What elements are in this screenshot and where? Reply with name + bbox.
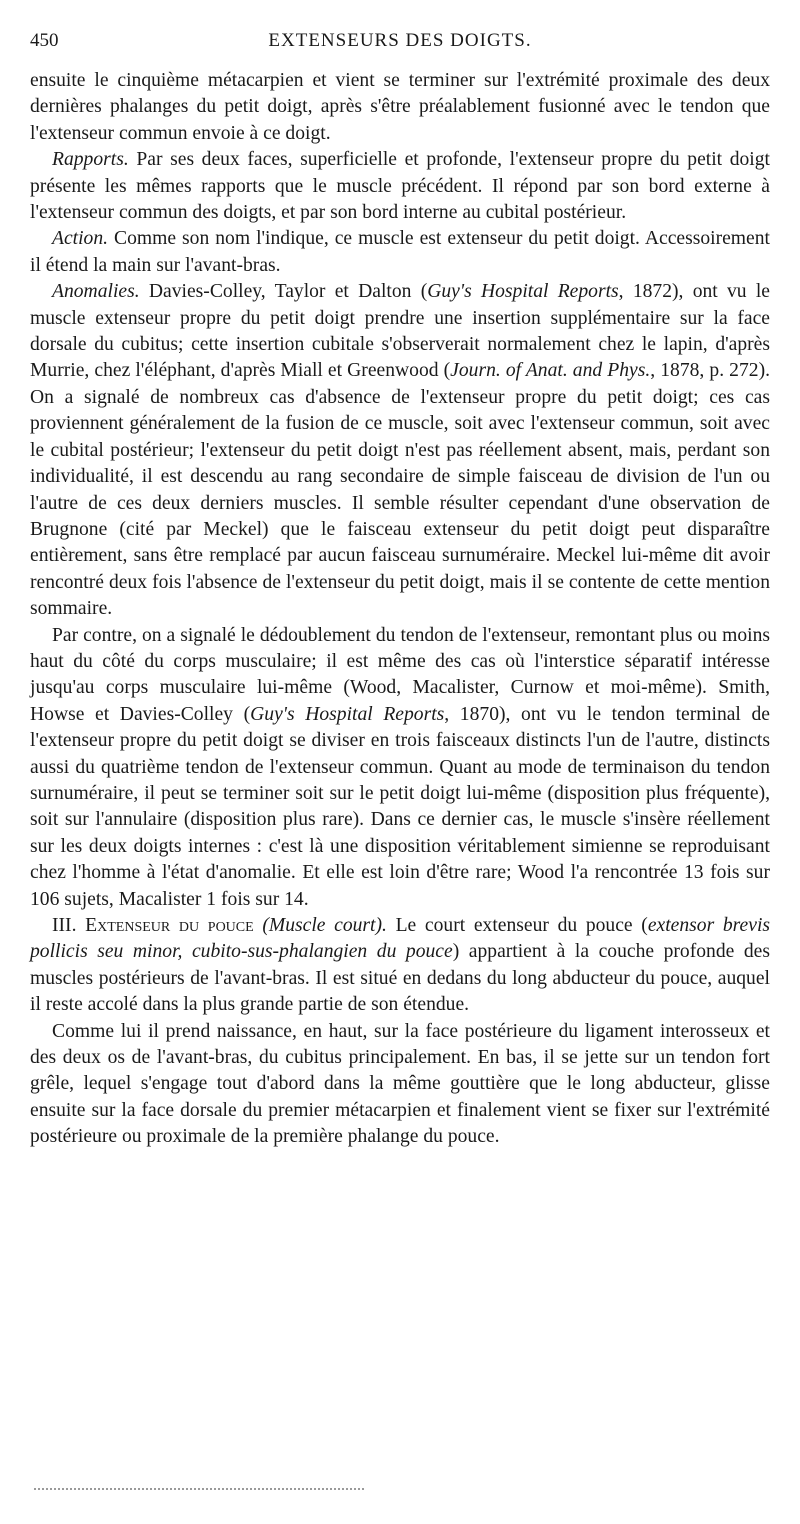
citation-guys-1872: Guy's Hospital Reports [427,281,619,303]
page-number: 450 [30,30,59,51]
body-text [30,68,770,1151]
section-text-2: ) appartient à la couche profonde des muscles postérieurs de l'avant-bras. Il est situé en dedans du long abducteur du pouce, auquel il reste accolé dans la plus grande partie de son étendue. [30,941,771,1016]
lead-action: Action. [52,228,109,250]
lead-rapports: Rapports. [52,149,129,171]
section-title: Extenseur du pouce [85,915,254,936]
lead-anomalies: Anomalies. [52,281,140,303]
book-page [30,30,770,1151]
paragraph-par-contre [30,623,770,913]
par-contre-text-1: Par contre, on a signalé le dédoublement du tendon de l'extenseur, remontant plus ou moins haut du côté du corps musculaire; il est même des cas où l'interstice séparatif intéresse jusqu'au corps musculaire lui-même (Wood, Macalister, Curnow et moi-même). Smith, Howse et Davies-Colley ( [30,624,770,725]
running-head: EXTENSEURS DES DOIGTS. [268,30,532,51]
latin-names: extensor brevis pollicis seu minor, cubito-sus-phalangien du pouce [30,915,771,963]
section-number: III. [52,915,77,936]
paragraph-action [30,226,770,279]
paragraph-anomalies [30,279,770,622]
rapports-text: Par ses deux faces, superficielle et profonde, l'extenseur propre du petit doigt présente les mêmes rapports que le muscle précédent. Il répond par son bord externe à l'extenseur commun des doigts, et par son bord interne au cubital postérieur. [30,149,770,224]
citation-guys-1870: Guy's Hospital Reports [250,703,445,725]
anomalies-text-3: , 1878, p. 272). On a signalé de nombreux cas d'absence de l'extenseur propre du petit doigt; ces cas proviennent généralement de la fusion de ce muscle, soit avec l'extenseur commun, soit avec le cubital postérieur; l'extenseur du petit doigt n'est pas réellement absent, mais, perdant son individualité, il est descendu au rang secondaire de simple faisceau de division de l'un ou l'autre de ces deux derniers muscles. Il semble résulter cependant d'une observation de Brugnone (cité par Meckel) que le faisceau extenseur du petit doigt peut disparaître entièrement, sans être remplacé par aucun faisceau surnuméraire. Meckel lui-même dit avoir rencontré deux fois l'absence de l'extenseur du petit doigt, mais il se contente de cette mention sommaire. [30,360,770,620]
par-contre-text-2: , 1870), ont vu le tendon terminal de l'extenseur propre du petit doigt se diviser en trois faisceaux distincts l'un de l'autre, distincts aussi du quatrième tendon de l'extenseur commun. Quant au mode de terminaison du tendon surnuméraire, il peut se terminer soit sur le petit doigt lui-même (disposition plus fréquente), soit sur l'annulaire (disposition plus rare). Dans ce dernier cas, le muscle s'insère réellement sur les deux doigts internes : c'est là une disposition véritablement simienne se reproduisant chez l'homme à l'état d'anomalie. Et elle est loin d'être rare; Wood l'a rencontrée 13 fois sur 106 sujets, Macalister 1 fois sur 14. [30,703,770,910]
anomalies-text-1: Davies-Colley, Taylor et Dalton ( [148,281,428,303]
section-text-1: Le court extenseur du pouce ( [395,915,648,936]
page-header [30,30,770,56]
paragraph-rapports [30,147,770,226]
paragraph-section-iii [30,913,770,1019]
paragraph-comme-lui: Comme lui il prend naissance, en haut, sur la face postérieure du ligament interosseux et des deux os de l'avant-bras, du cubitus principalement. En bas, il se jette sur un tendon fort grêle, lequel s'engage tout d'abord dans la même gouttière que le long abducteur, glisse ensuite sur la face dorsale du premier métacarpien et finalement vient se fixer sur l'extrémité postérieure ou proximale de la première phalange du pouce. [30,1020,770,1148]
footer-rule [34,1488,364,1493]
paragraph-continuation: ensuite le cinquième métacarpien et vient se terminer sur l'extrémité proximale des deux dernières phalanges du petit doigt, après s'être préalablement fusionné avec le tendon que l'extenseur commun envoie à ce doigt. [30,70,770,144]
citation-journ-anat: Journ. of Anat. and Phys. [450,360,651,382]
anomalies-text-2: , 1872), ont vu le muscle extenseur propre du petit doigt prendre une insertion supplémentaire sur la face dorsale du cubitus; cette insertion cubitale s'observerait normalement chez le lapin, d'après Murrie, chez l'éléphant, d'après Miall et Greenwood ( [30,281,770,382]
section-subtitle: (Muscle court). [262,915,387,936]
action-text: Comme son nom l'indique, ce muscle est extenseur du petit doigt. Accessoirement il étend la main sur l'avant-bras. [30,228,770,276]
